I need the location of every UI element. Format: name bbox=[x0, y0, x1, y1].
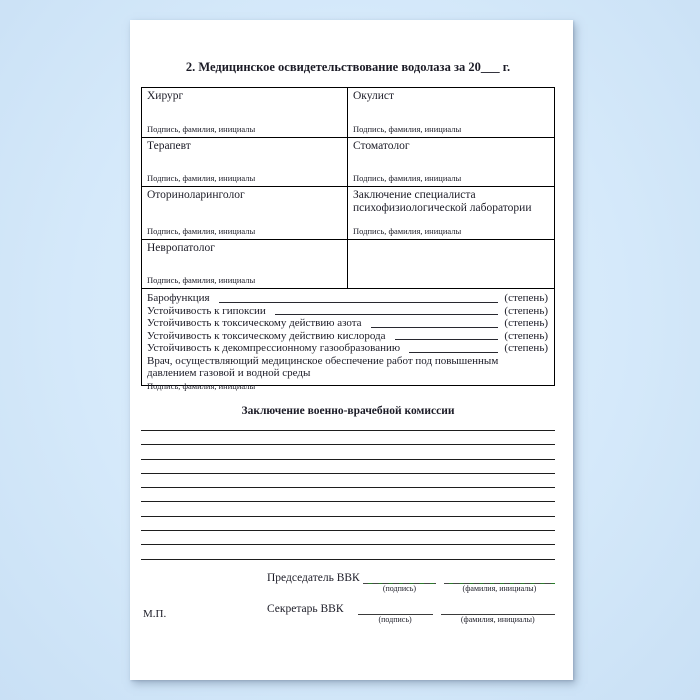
blank-line bbox=[275, 314, 499, 315]
signature-sub-label: (фамилия, инициалы) bbox=[460, 614, 535, 624]
ruled-line bbox=[141, 445, 555, 459]
table-row bbox=[142, 187, 554, 240]
fill-label: Устойчивость к гипоксии bbox=[147, 304, 266, 317]
signature-sub-label: (подпись) bbox=[378, 614, 412, 624]
fill-row-nitrogen bbox=[147, 317, 548, 330]
signature-sub-label: (подпись) bbox=[382, 583, 417, 593]
signature-note: Подпись, фамилия, инициалы bbox=[147, 226, 256, 236]
stamp-placeholder: М.П. bbox=[143, 608, 167, 620]
signature-field bbox=[363, 572, 436, 594]
doctor-description: Врач, осуществляющий медицинское обеспечение работ под повышенным давлением газовой и водной среды bbox=[147, 354, 499, 380]
blank-line bbox=[395, 339, 499, 340]
degree-label: (степень) bbox=[504, 317, 548, 330]
blank-line bbox=[409, 352, 498, 353]
fill-label: Устойчивость к токсическому действию азота bbox=[147, 317, 362, 330]
fill-label: Барофункция bbox=[147, 292, 210, 304]
ruled-line bbox=[141, 488, 555, 502]
ruled-line bbox=[141, 474, 555, 488]
signature-role: Секретарь ВВК bbox=[267, 602, 344, 615]
signature-note: Подпись, фамилия, инициалы bbox=[353, 173, 462, 183]
table-row bbox=[142, 240, 554, 289]
signature-line bbox=[444, 572, 555, 584]
fill-label: Устойчивость к токсическому действию кислорода bbox=[147, 329, 386, 342]
ruled-line bbox=[141, 517, 555, 531]
cell-otolaryngologist bbox=[142, 187, 348, 239]
signature-line bbox=[363, 572, 436, 584]
conclusion-lines bbox=[141, 418, 555, 560]
cell-neuropathologist bbox=[142, 240, 348, 288]
specialist-name: Невропатолог bbox=[147, 242, 215, 254]
degree-label: (степень) bbox=[504, 329, 548, 342]
signature-line bbox=[441, 603, 555, 615]
signature-row-secretary bbox=[267, 603, 555, 625]
cell-surgeon bbox=[142, 88, 348, 137]
blank-line bbox=[371, 327, 499, 328]
cell-therapist bbox=[142, 138, 348, 186]
specialist-name: Оториноларинголог bbox=[147, 189, 245, 201]
signature-field bbox=[441, 603, 555, 625]
ruled-line bbox=[141, 418, 555, 431]
cell-dentist bbox=[348, 138, 554, 186]
specialist-name: Терапевт bbox=[147, 140, 191, 152]
fill-label: Устойчивость к декомпрессионному газообразованию bbox=[147, 342, 401, 355]
signature-row-chairman bbox=[267, 572, 555, 594]
ruled-line bbox=[141, 460, 555, 474]
degree-label: (степень) bbox=[504, 292, 548, 304]
specialist-name: Окулист bbox=[353, 90, 394, 102]
document-page bbox=[130, 20, 573, 680]
document-title: 2. Медицинское освидетельствование водолаза за 20___ г. bbox=[185, 60, 511, 74]
ruled-line bbox=[141, 431, 555, 445]
signature-note: Подпись, фамилия, инициалы bbox=[353, 226, 462, 236]
specialist-name: Стоматолог bbox=[353, 140, 410, 152]
specialist-name: Заключение специалиста психофизиологической лаборатории bbox=[353, 189, 532, 214]
ruled-line bbox=[141, 502, 555, 516]
signature-role: Председатель ВВК bbox=[267, 571, 360, 584]
degree-label: (степень) bbox=[504, 304, 548, 317]
fill-row-hypoxia bbox=[147, 305, 548, 318]
specialists-table bbox=[141, 87, 555, 391]
signature-note: Подпись, фамилия, инициалы bbox=[353, 124, 462, 134]
ruled-line bbox=[141, 531, 555, 545]
signature-note: Подпись, фамилия, инициалы bbox=[147, 380, 256, 391]
signature-note: Подпись, фамилия, инициалы bbox=[147, 173, 256, 183]
fill-row-decompression bbox=[147, 342, 548, 355]
signature-line bbox=[358, 603, 433, 615]
resistance-section bbox=[142, 289, 554, 391]
cell-oculist bbox=[348, 88, 554, 137]
fill-row-oxygen bbox=[147, 330, 548, 343]
blank-line bbox=[219, 302, 499, 303]
cell-psychophysiology-lab bbox=[348, 187, 554, 239]
ruled-line bbox=[141, 545, 555, 559]
signature-field bbox=[444, 572, 555, 594]
table-row bbox=[142, 138, 554, 187]
degree-label: (степень) bbox=[504, 342, 548, 355]
signature-sub-label: (фамилия, инициалы) bbox=[462, 583, 537, 593]
cell-empty bbox=[348, 240, 554, 288]
page-content bbox=[130, 20, 573, 680]
signatures-block bbox=[141, 572, 555, 625]
fill-row-barofunction bbox=[147, 292, 548, 305]
signature-note: Подпись, фамилия, инициалы bbox=[147, 275, 256, 285]
specialist-name: Хирург bbox=[147, 90, 184, 102]
signature-note: Подпись, фамилия, инициалы bbox=[147, 124, 256, 134]
table-row bbox=[142, 88, 554, 138]
conclusion-heading: Заключение военно-врачебной комиссии bbox=[241, 405, 455, 417]
signature-field bbox=[358, 603, 433, 625]
